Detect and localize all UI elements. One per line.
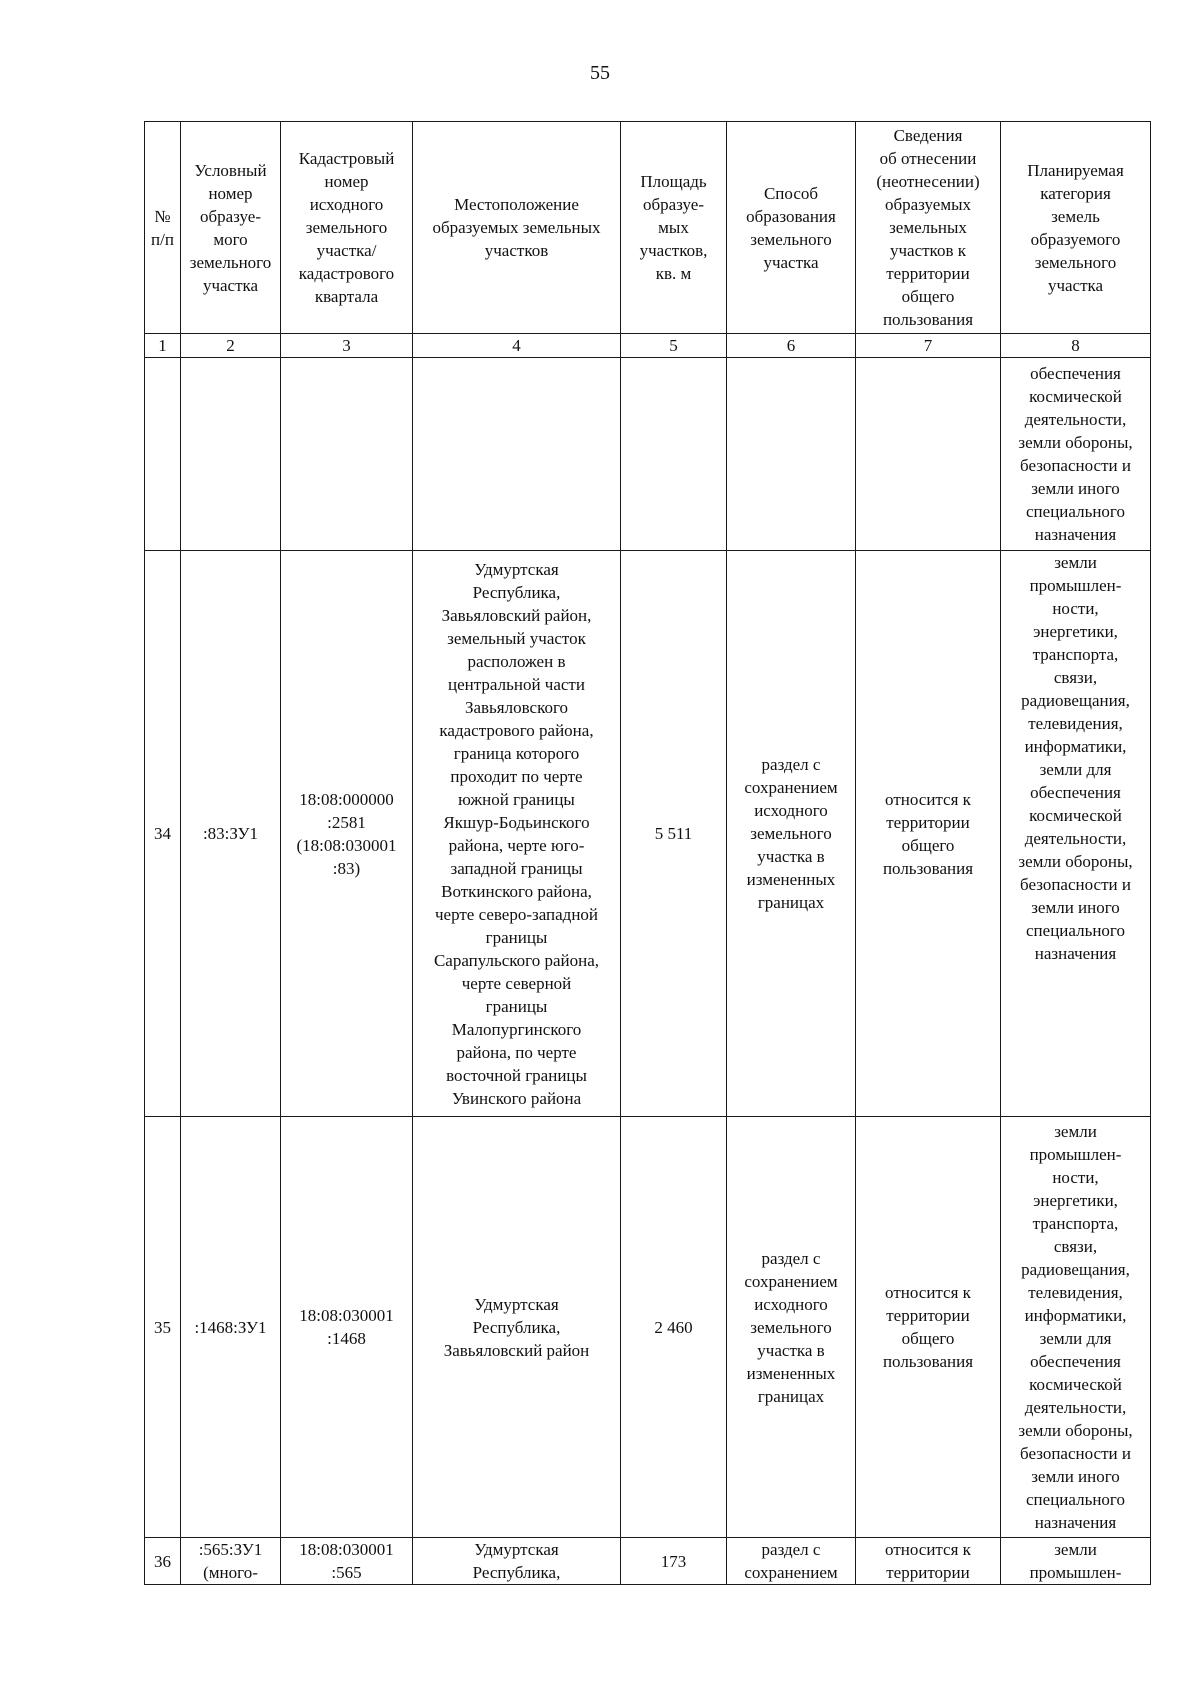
column-number: 8 xyxy=(1001,334,1151,358)
header-row xyxy=(145,122,1151,334)
cell-location: Удмуртская Республика, xyxy=(413,1538,621,1585)
cell-number: 36 xyxy=(145,1538,181,1585)
header-conditional-number: Условный номер образуе- мого земельного участка xyxy=(181,122,281,334)
cell-cadastral-number: 18:08:030001 :1468 xyxy=(281,1117,413,1538)
header-number: № п/п xyxy=(145,122,181,334)
column-number: 2 xyxy=(181,334,281,358)
continuation-row xyxy=(145,358,1151,551)
header-category: Планируемая категория земель образуемого земельного участка xyxy=(1001,122,1151,334)
cell-category: земли промышлен- xyxy=(1001,1538,1151,1585)
cell-method: раздел с сохранением исходного земельного участка в измененных границах xyxy=(727,551,856,1117)
cell-cadastral-number: 18:08:030001 :565 xyxy=(281,1538,413,1585)
cell-conditional-number: :565:ЗУ1 (много- xyxy=(181,1538,281,1585)
cell-public-use: относится к территории xyxy=(856,1538,1001,1585)
cell-empty xyxy=(181,358,281,551)
cell-category: земли промышлен- ности, энергетики, транспорта, связи, радиовещания, телевидения, информатики, земли для обеспечения космической деятельности, земли обороны, безопасности и земли иного специального назначения xyxy=(1001,1117,1151,1538)
cell-empty xyxy=(621,358,727,551)
header-location: Местоположение образуемых земельных участков xyxy=(413,122,621,334)
cell-method: раздел с сохранением исходного земельного участка в измененных границах xyxy=(727,1117,856,1538)
cell-method: раздел с сохранением xyxy=(727,1538,856,1585)
column-number: 5 xyxy=(621,334,727,358)
cell-category: земли промышлен- ности, энергетики, транспорта, связи, радиовещания, телевидения, информатики, земли для обеспечения космической деятельности, земли обороны, безопасности и земли иного специального назначения xyxy=(1001,551,1151,1117)
cell-empty xyxy=(145,358,181,551)
cell-area: 173 xyxy=(621,1538,727,1585)
cell-location: Удмуртская Республика, Завьяловский район xyxy=(413,1117,621,1538)
column-number: 6 xyxy=(727,334,856,358)
table-row xyxy=(145,1538,1151,1585)
land-plots-table xyxy=(144,121,1151,1585)
table-row xyxy=(145,1117,1151,1538)
cell-number: 35 xyxy=(145,1117,181,1538)
cell-area: 5 511 xyxy=(621,551,727,1117)
cell-location: Удмуртская Республика, Завьяловский район, земельный участок расположен в центральной части Завьяловского кадастрового района, граница которого проходит по черте южной границы Якшур-Бодьинского района, черте юго- западной границы Воткинского района, черте северо-западной границы Сарапульского района, черте северной границы Малопургинского района, по черте восточной границы Увинского района xyxy=(413,551,621,1117)
cell-empty xyxy=(856,358,1001,551)
header-cadastral-number: Кадастровый номер исходного земельного участка/ кадастрового квартала xyxy=(281,122,413,334)
cell-empty xyxy=(413,358,621,551)
header-method: Способ образования земельного участка xyxy=(727,122,856,334)
cell-conditional-number: :1468:ЗУ1 xyxy=(181,1117,281,1538)
cell-cadastral-number: 18:08:000000 :2581 (18:08:030001 :83) xyxy=(281,551,413,1117)
header-public-use: Сведения об отнесении (неотнесении) образуемых земельных участков к территории общего пользования xyxy=(856,122,1001,334)
column-number: 7 xyxy=(856,334,1001,358)
cell-category: обеспечения космической деятельности, земли обороны, безопасности и земли иного специального назначения xyxy=(1001,358,1151,551)
cell-empty xyxy=(727,358,856,551)
cell-public-use: относится к территории общего пользования xyxy=(856,551,1001,1117)
cell-public-use: относится к территории общего пользования xyxy=(856,1117,1001,1538)
cell-conditional-number: :83:ЗУ1 xyxy=(181,551,281,1117)
column-number: 4 xyxy=(413,334,621,358)
column-number: 1 xyxy=(145,334,181,358)
table-row xyxy=(145,551,1151,1117)
column-number: 3 xyxy=(281,334,413,358)
cell-area: 2 460 xyxy=(621,1117,727,1538)
column-numbers-row xyxy=(145,334,1151,358)
header-area: Площадь образуе- мых участков, кв. м xyxy=(621,122,727,334)
cell-number: 34 xyxy=(145,551,181,1117)
cell-empty xyxy=(281,358,413,551)
page-number: 55 xyxy=(590,62,610,84)
